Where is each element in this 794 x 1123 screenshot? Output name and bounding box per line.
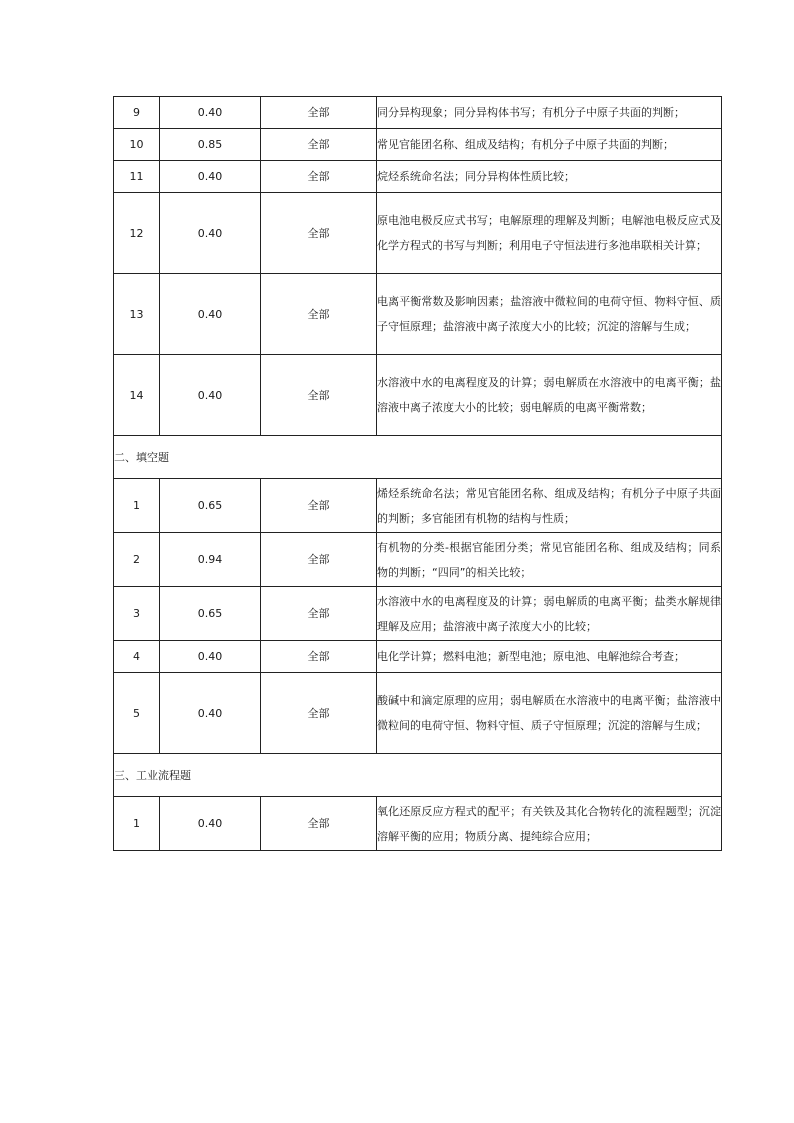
difficulty-cell: 0.65 — [160, 587, 261, 641]
knowledge-points-cell: 常见官能团名称、组成及结构；有机分子中原子共面的判断； — [377, 129, 722, 161]
scope-cell: 全部 — [261, 274, 377, 355]
question-number-cell: 3 — [114, 587, 160, 641]
knowledge-points-cell: 水溶液中水的电离程度及的计算；弱电解质的电离平衡；盐类水解规律理解及应用；盐溶液中离子浓度大小的比较； — [377, 587, 722, 641]
scope-cell: 全部 — [261, 161, 377, 193]
question-number-cell: 5 — [114, 673, 160, 754]
difficulty-cell: 0.40 — [160, 673, 261, 754]
difficulty-cell: 0.40 — [160, 641, 261, 673]
table-row — [114, 479, 722, 533]
table-row — [114, 97, 722, 129]
question-number-cell: 1 — [114, 479, 160, 533]
knowledge-points-cell: 酸碱中和滴定原理的应用；弱电解质在水溶液中的电离平衡；盐溶液中微粒间的电荷守恒、物料守恒、质子守恒原理；沉淀的溶解与生成； — [377, 673, 722, 754]
question-number-cell: 11 — [114, 161, 160, 193]
difficulty-cell: 0.94 — [160, 533, 261, 587]
knowledge-points-cell: 烯烃系统命名法；常见官能团名称、组成及结构；有机分子中原子共面的判断；多官能团有机物的结构与性质； — [377, 479, 722, 533]
knowledge-points-cell: 同分异构现象；同分异构体书写；有机分子中原子共面的判断； — [377, 97, 722, 129]
scope-cell: 全部 — [261, 97, 377, 129]
table-row — [114, 193, 722, 274]
question-number-cell: 1 — [114, 797, 160, 851]
difficulty-cell: 0.40 — [160, 797, 261, 851]
scope-cell: 全部 — [261, 129, 377, 161]
scope-cell: 全部 — [261, 193, 377, 274]
section-title: 二、填空题 — [114, 436, 722, 479]
table-body — [114, 97, 722, 851]
table-row — [114, 355, 722, 436]
scope-cell: 全部 — [261, 355, 377, 436]
scope-cell: 全部 — [261, 673, 377, 754]
table-row — [114, 673, 722, 754]
question-number-cell: 12 — [114, 193, 160, 274]
knowledge-points-cell: 原电池电极反应式书写；电解原理的理解及判断；电解池电极反应式及化学方程式的书写与判断；利用电子守恒法进行多池串联相关计算； — [377, 193, 722, 274]
knowledge-points-cell: 电离平衡常数及影响因素；盐溶液中微粒间的电荷守恒、物料守恒、质子守恒原理；盐溶液中离子浓度大小的比较；沉淀的溶解与生成； — [377, 274, 722, 355]
difficulty-cell: 0.40 — [160, 161, 261, 193]
knowledge-points-cell: 水溶液中水的电离程度及的计算；弱电解质在水溶液中的电离平衡；盐溶液中离子浓度大小的比较；弱电解质的电离平衡常数； — [377, 355, 722, 436]
section-header-row — [114, 436, 722, 479]
knowledge-points-cell: 电化学计算；燃料电池；新型电池；原电池、电解池综合考查； — [377, 641, 722, 673]
knowledge-points-cell: 氧化还原反应方程式的配平；有关铁及其化合物转化的流程题型；沉淀溶解平衡的应用；物质分离、提纯综合应用； — [377, 797, 722, 851]
question-analysis-table — [113, 96, 722, 851]
section-header-row — [114, 754, 722, 797]
scope-cell: 全部 — [261, 641, 377, 673]
difficulty-cell: 0.65 — [160, 479, 261, 533]
scope-cell: 全部 — [261, 479, 377, 533]
question-number-cell: 14 — [114, 355, 160, 436]
table-row — [114, 641, 722, 673]
scope-cell: 全部 — [261, 533, 377, 587]
knowledge-points-cell: 烷烃系统命名法；同分异构体性质比较； — [377, 161, 722, 193]
table-row — [114, 274, 722, 355]
table-row — [114, 797, 722, 851]
knowledge-points-cell: 有机物的分类-根据官能团分类；常见官能团名称、组成及结构；同系物的判断；“四同”的相关比较； — [377, 533, 722, 587]
table-row — [114, 587, 722, 641]
question-number-cell: 2 — [114, 533, 160, 587]
question-number-cell: 13 — [114, 274, 160, 355]
difficulty-cell: 0.40 — [160, 355, 261, 436]
question-number-cell: 9 — [114, 97, 160, 129]
scope-cell: 全部 — [261, 587, 377, 641]
difficulty-cell: 0.40 — [160, 274, 261, 355]
scope-cell: 全部 — [261, 797, 377, 851]
table-row — [114, 533, 722, 587]
question-number-cell: 10 — [114, 129, 160, 161]
difficulty-cell: 0.40 — [160, 193, 261, 274]
section-title: 三、工业流程题 — [114, 754, 722, 797]
table-row — [114, 161, 722, 193]
question-number-cell: 4 — [114, 641, 160, 673]
difficulty-cell: 0.40 — [160, 97, 261, 129]
difficulty-cell: 0.85 — [160, 129, 261, 161]
table-row — [114, 129, 722, 161]
